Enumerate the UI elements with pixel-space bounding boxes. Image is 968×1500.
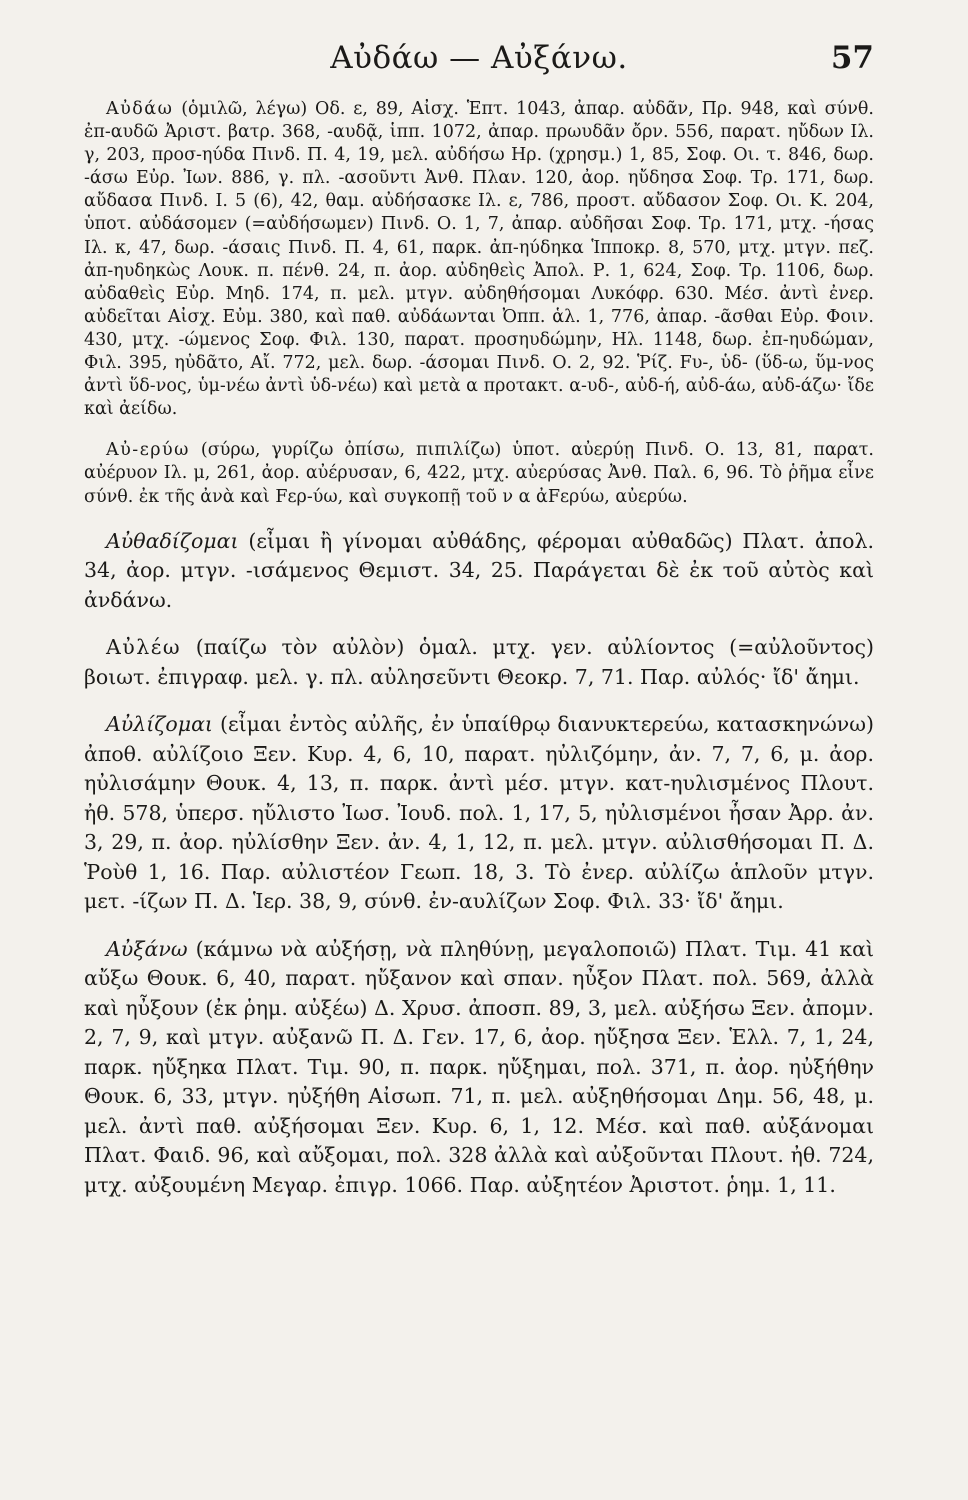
headword: Αὐξάνω [106, 936, 188, 961]
entry-aulizomai [84, 710, 874, 917]
entry-authadizomai [84, 527, 874, 616]
entry-text: (παίζω τὸν αὐλὸν) ὁμαλ. μτχ. γεν. αὐλίοντος (=αὐλοῦντος) βοιωτ. ἐπιγραφ. μελ. γ. πλ. αὐλησεῦντι Θεοκρ. 7, 71. Παρ. αὐλός· ἴδ' ἄημι. [84, 635, 874, 689]
entry-text: (σύρω, γυρίζω ὀπίσω, πιπιλίζω) ὑποτ. αὐερύῃ Πινδ. Ο. 13, 81, παρατ. αὐέρυον Ιλ. μ, 261, ἀορ. αὐέρυσαν, 6, 422, μτχ. αὐερύσας Ἀνθ. Παλ. 6, 96. Τὸ ῥῆμα εἶνε σύνθ. ἐκ τῆς ἀνὰ καὶ Fερ-ύω, καὶ συγκοπῇ τοῦ ν α ἀFερύω, αὐερύω. [84, 440, 874, 507]
headword: Αὐ-ερύω [106, 440, 190, 461]
entry-text: (εἶμαι ἐντὸς αὐλῆς, ἐν ὑπαίθρῳ διανυκτερεύω, κατασκηνώνω) ἀποθ. αὐλίζοιο Ξεν. Κυρ. 4, 6, 10, παρατ. ηὐλιζόμην, ἀν. 7, 7, 6, μ. ἀορ. ηὐλισάμην Θουκ. 4, 13, π. παρκ. ἀντὶ μέσ. μτγν. κατ-ηυλισμένος Πλουτ. ἠθ. 578, ὑπερσ. ηὔλιστο Ἰωσ. Ἰουδ. πολ. 1, 17, 5, ηὐλισμένοι ἦσαν Ἀρρ. ἀν. 3, 29, π. ἀορ. ηὐλίσθην Ξεν. ἀν. 4, 1, 12, π. μελ. μτγν. αὐλισθήσομαι Π. Δ. Ῥοὺθ 1, 16. Παρ. αὐλιστέον Γεωπ. 18, 3. Τὸ ἐνερ. αὐλίζω ἁπλοῦν μτγν. μετ. -ίζων Π. Δ. Ἱερ. 38, 9, σύνθ. ἐν-αυλίζων Σοφ. Φιλ. 33· ἴδ' ἄημι. [84, 712, 874, 914]
entry-text: (ὁμιλῶ, λέγω) Οδ. ε, 89, Αἰσχ. Ἑπτ. 1043, ἀπαρ. αὐδᾶν, Πρ. 948, καὶ σύνθ. ἐπ-αυδῶ Ἀριστ. βατρ. 368, -αυδᾷ, ἱππ. 1072, ἀπαρ. πρωυδᾶν ὄρν. 556, παρατ. ηὔδων Ιλ. γ, 203, προσ-ηύδα Πινδ. Π. 4, 19, μελ. αὐδήσω Ηρ. (χρησμ.) 1, 85, Σοφ. Οι. τ. 846, δωρ. -άσω Εὐρ. Ἰων. 886, γ. πλ. -ασοῦντι Ἀνθ. Πλαν. 120, ἀορ. ηὔδησα Σοφ. Τρ. 171, δωρ. αὔδασα Πινδ. Ι. 5 (6), 42, θαμ. αὐδήσασκε Ιλ. ε, 786, προστ. αὔδασον Σοφ. Οι. Κ. 204, ὑποτ. αὐδάσομεν (=αὐδήσωμεν) Πινδ. Ο. 1, 7, ἀπαρ. αὐδῆσαι Σοφ. Τρ. 171, μτχ. -ήσας Ιλ. κ, 47, δωρ. -άσαις Πινδ. Π. 4, 61, παρκ. ἀπ-ηύδηκα Ἱπποκρ. 8, 570, μτχ. μτγν. πεζ. ἀπ-ηυδηκὼς Λουκ. π. πένθ. 24, π. ἀορ. αὐδηθεὶς Ἀπολ. Ρ. 1, 624, Σοφ. Τρ. 1106, δωρ. αὐδαθεὶς Εὐρ. Μηδ. 174, π. μελ. μτγν. αὐδηθήσομαι Λυκόφρ. 630. Μέσ. ἀντὶ ἐνερ. αὐδεῖται Αἰσχ. Εὐμ. 380, καὶ παθ. αὐδάωνται Ὀππ. ἁλ. 1, 776, ἀπαρ. -ᾶσθαι Εὐρ. Φοιν. 430, μτχ. -ώμενος Σοφ. Φιλ. 130, παρατ. προσηυδώμην, Ηλ. 1148, δωρ. ἐπ-ηυδώμαν, Φιλ. 395, ηὐδᾶτο, Αἴ. 772, μελ. δωρ. -άσομαι Πινδ. Ο. 2, 92. Ῥίζ. Fυ-, ὑδ- (ὕδ-ω, ὕμ-νος ἀντὶ ὕδ-νος, ὑμ-νέω ἀντὶ ὑδ-νέω) καὶ μετὰ α προτακτ. α-υδ-, αὐδ-ή, αὐδ-άω, αὐδ-άζω· ἴδε καὶ ἀείδω. [84, 99, 874, 420]
entry-text: (κάμνω νὰ αὐξήσῃ, νὰ πληθύνῃ, μεγαλοποιῶ) Πλατ. Τιμ. 41 καὶ αὔξω Θουκ. 6, 40, παρατ. ηὔξανον καὶ σπαν. ηὖξον Πλατ. πολ. 569, ἀλλὰ καὶ ηὖξουν (ἐκ ῥημ. αὐξέω) Δ. Χρυσ. ἀποσπ. 89, 3, μελ. αὐξήσω Ξεν. ἀπομν. 2, 7, 9, καὶ μτγν. αὐξανῶ Π. Δ. Γεν. 17, 6, ἀορ. ηὔξησα Ξεν. Ἑλλ. 7, 1, 24, παρκ. ηὔξηκα Πλατ. Τιμ. 90, π. παρκ. ηὔξημαι, πολ. 371, π. ἀορ. ηὐξήθην Θουκ. 6, 33, μτγν. ηὐξήθη Αἰσωπ. 71, π. μελ. αὐξηθήσομαι Δημ. 56, 48, μ. μελ. ἀντὶ παθ. αὐξήσομαι Ξεν. Κυρ. 6, 1, 12. Μέσ. καὶ παθ. αὐξάνομαι Πλατ. Φαιδ. 96, καὶ αὔξομαι, πολ. 328 ἀλλὰ καὶ αὐξοῦνται Πλουτ. ἠθ. 724, μτχ. αὐξουμένη Μεγαρ. ἐπιγρ. 1066. Παρ. αὐξητέον Ἀριστοτ. ῥημ. 1, 11. [84, 936, 874, 1197]
page-body [84, 98, 874, 1218]
headword: Αὐλίζομαι [106, 712, 213, 737]
entry-audao [84, 98, 874, 421]
headword: Αὐθαδίζομαι [106, 528, 239, 553]
running-head: Αὐδάω — Αὐξάνω. [330, 40, 628, 76]
headword: Αὐλέω [106, 635, 182, 660]
entry-auerio [84, 439, 874, 508]
entry-auleo [84, 633, 874, 692]
page-number: 57 [830, 40, 874, 76]
entry-text: (εἶμαι ἢ γίνομαι αὐθάδης, φέρομαι αὐθαδῶς) Πλατ. ἀπολ. 34, ἀορ. μτγν. -ισάμενος Θεμιστ. 34, 25. Παράγεται δὲ ἐκ τοῦ αὐτὸς καὶ ἀνδάνω. [84, 528, 874, 612]
headword: Αὐδάω [106, 99, 174, 119]
entry-auxano [84, 935, 874, 1201]
page-header [84, 40, 874, 84]
